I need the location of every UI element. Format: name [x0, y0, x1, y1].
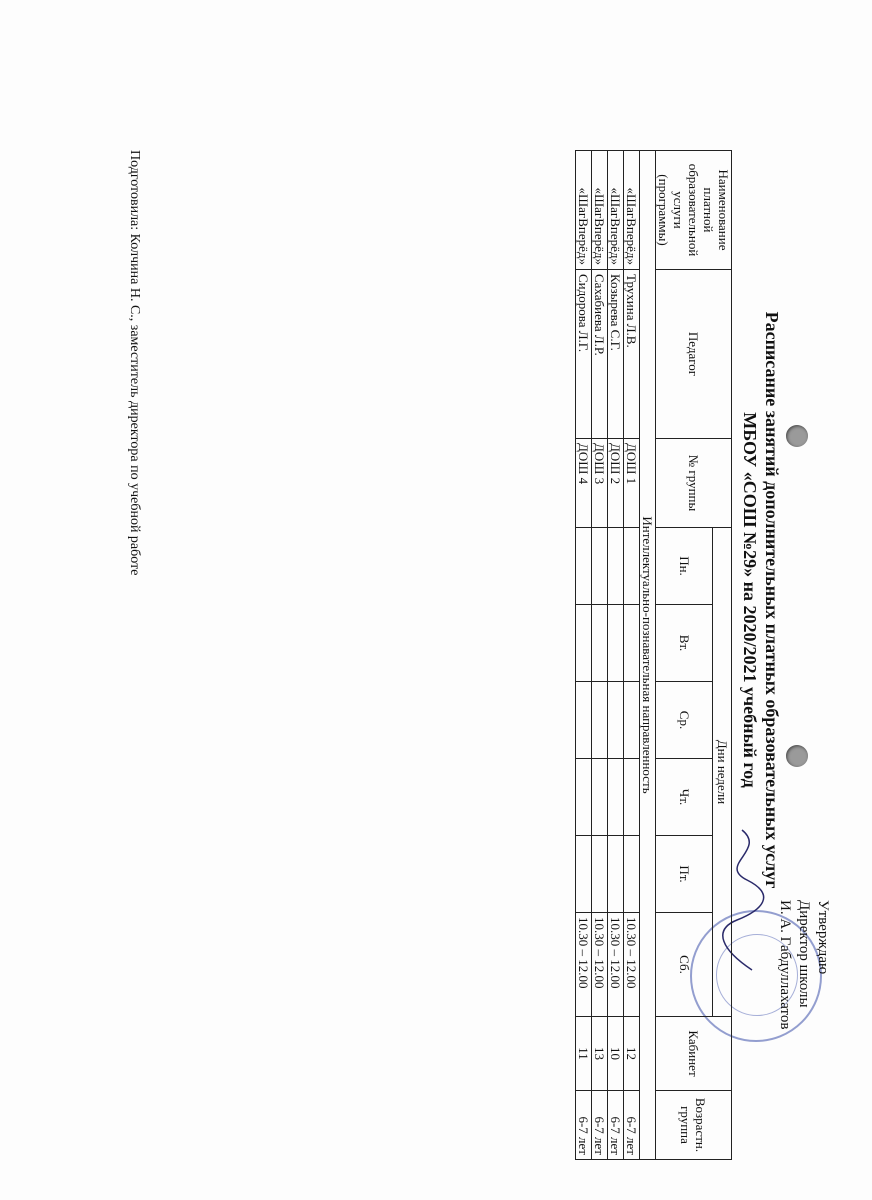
- cell-thu: [624, 759, 640, 836]
- cell-room: 10: [608, 1017, 624, 1091]
- cell-mon: [624, 528, 640, 605]
- cell-age: 6-7 лет: [624, 1091, 640, 1160]
- cell-tue: [592, 605, 608, 682]
- cell-fri: [624, 836, 640, 913]
- header-wed: Ср.: [656, 682, 713, 759]
- cell-group: ДОШ 1: [624, 439, 640, 528]
- header-room: Кабинет: [656, 1017, 732, 1091]
- cell-name: «ШагВперёд»: [592, 151, 608, 270]
- cell-tue: [608, 605, 624, 682]
- header-days: Дни недели: [713, 528, 732, 1017]
- cell-mon: [576, 528, 592, 605]
- cell-age: 6-7 лет: [576, 1091, 592, 1160]
- table-row: [592, 151, 608, 1160]
- cell-teacher: Сахабиева Л.Р.: [592, 270, 608, 439]
- cell-name: «ШагВперёд»: [624, 151, 640, 270]
- cell-age: 6-7 лет: [608, 1091, 624, 1160]
- cell-tue: [576, 605, 592, 682]
- header-age: Возрастн. группа: [656, 1091, 732, 1160]
- cell-mon: [592, 528, 608, 605]
- cell-age: 6-7 лет: [592, 1091, 608, 1160]
- cell-teacher: Трухина Л.В.: [624, 270, 640, 439]
- cell-sat: 10.30 – 12.00: [592, 913, 608, 1017]
- header-name: Наименование платной образовательной услуги (программы): [656, 151, 732, 270]
- header-thu: Чт.: [656, 759, 713, 836]
- approval-line-3: И. А. Габдуллахатов: [777, 900, 793, 1030]
- cell-tue: [624, 605, 640, 682]
- cell-wed: [624, 682, 640, 759]
- cell-name: «ШагВперёд»: [608, 151, 624, 270]
- cell-wed: [608, 682, 624, 759]
- cell-sat: 10.30 – 12.00: [608, 913, 624, 1017]
- cell-fri: [592, 836, 608, 913]
- cell-fri: [608, 836, 624, 913]
- section-row: [640, 151, 656, 1160]
- header-sat: Сб.: [656, 913, 713, 1017]
- approval-block: [775, 900, 832, 1030]
- cell-wed: [592, 682, 608, 759]
- schedule-table: [575, 150, 732, 1160]
- cell-sat: 10.30 – 12.00: [576, 913, 592, 1017]
- cell-teacher: Сидорова Л.Г.: [576, 270, 592, 439]
- document-title-line-2: МБОУ «СОШ №29» на 2020/2021 учебный год: [740, 412, 760, 788]
- cell-room: 12: [624, 1017, 640, 1091]
- cell-name: «ШагВперёд»: [576, 151, 592, 270]
- cell-room: 11: [576, 1017, 592, 1091]
- header-group: № группы: [656, 439, 732, 528]
- table-row: [576, 151, 592, 1160]
- header-fri: Пт.: [656, 836, 713, 913]
- header-mon: Пн.: [656, 528, 713, 605]
- cell-room: 13: [592, 1017, 608, 1091]
- cell-wed: [576, 682, 592, 759]
- cell-thu: [592, 759, 608, 836]
- cell-group: ДОШ 3: [592, 439, 608, 528]
- section-title: Интеллектуально-познавательная направленность: [640, 151, 656, 1160]
- cell-thu: [576, 759, 592, 836]
- approval-line-1: Утверждаю: [815, 900, 831, 975]
- prepared-by: Подготовила: Колчина Н. С., заместитель директора по учебной работе: [127, 150, 142, 576]
- header-tue: Вт.: [656, 605, 713, 682]
- table-row: [624, 151, 640, 1160]
- cell-thu: [608, 759, 624, 836]
- header-teacher: Педагог: [656, 270, 732, 439]
- cell-teacher: Козырева С.Г.: [608, 270, 624, 439]
- cell-group: ДОШ 4: [576, 439, 592, 528]
- table-row: [608, 151, 624, 1160]
- cell-mon: [608, 528, 624, 605]
- approval-line-2: Директор школы: [796, 900, 812, 1008]
- document-title-line-1: Расписание занятий дополнительных платных образовательных услуг: [762, 311, 782, 889]
- cell-group: ДОШ 2: [608, 439, 624, 528]
- header-row-1: [713, 151, 732, 1160]
- cell-sat: 10.30 – 12.00: [624, 913, 640, 1017]
- cell-fri: [576, 836, 592, 913]
